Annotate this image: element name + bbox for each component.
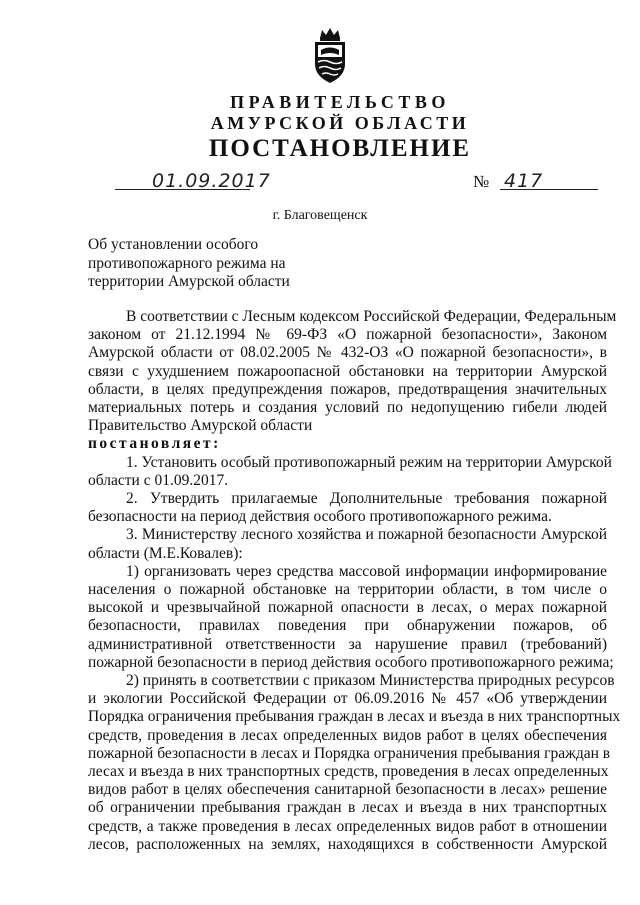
- resolves-heading: постановляет:: [88, 435, 221, 453]
- item-2-line: безопасности на период действия особого противопожарного режима.: [88, 508, 552, 526]
- item-3-1-line: пожарной безопасности в период действия особого противопожарного режима;: [88, 653, 614, 671]
- document-number: 417: [504, 170, 544, 192]
- item-1-line: области с 01.09.2017.: [88, 471, 229, 489]
- government-title: ПРАВИТЕЛЬСТВО: [230, 92, 450, 112]
- item-3-2-line: 2) принять в соответствии с приказом Министерства природных ресурсов: [126, 672, 615, 690]
- item-3-1-line: высокой и чрезвычайной пожарной опасности в лесах, о мерах пожарной: [88, 599, 607, 617]
- number-label: №: [473, 172, 490, 191]
- preamble-line: связи с ухудшением пожароопасной обстановки на территории Амурской: [88, 362, 607, 380]
- document-type-title: ПОСТАНОВЛЕНИЕ: [208, 135, 472, 162]
- city-name: г. Благовещенск: [272, 208, 368, 223]
- item-3-line: 3. Министерству лесного хозяйства и пожарной безопасности Амурской: [126, 526, 607, 544]
- item-3-1-line: населения о пожарной обстановке на территории области, в том числе о: [88, 581, 607, 599]
- preamble-line: законом от 21.12.1994 № 69-ФЗ «О пожарной безопасности», Законом: [88, 326, 607, 344]
- document-body: [88, 308, 621, 854]
- preamble-line: Правительство Амурской области: [88, 417, 313, 435]
- item-3-1-line: 1) организовать через средства массовой информации информирование: [126, 562, 607, 580]
- subject-line: Об установлении особого: [88, 236, 259, 253]
- preamble-line: области, в целях предупреждения пожаров, предотвращения значительных: [88, 380, 607, 398]
- item-3-2-line: средств, а также проведения в лесах определенных видов работ в отношении: [88, 817, 607, 835]
- item-3-2-line: средств, проведения в лесах определенных видов работ в целях обеспечения: [88, 726, 607, 744]
- document-date: 01.09.2017: [152, 170, 271, 192]
- item-3-2-line: пожарной безопасности в лесах и Порядка ограничения пребывания граждан в: [88, 744, 611, 762]
- item-1-line: 1. Установить особый противопожарный режим на территории Амурской: [126, 453, 612, 471]
- item-3-2-line: об ограничении пребывания граждан в лесах и въезда в них транспортных: [88, 799, 607, 817]
- item-2-line: 2. Утвердить прилагаемые Дополнительные требования пожарной: [126, 490, 607, 508]
- subject-line: территории Амурской области: [88, 273, 290, 290]
- item-3-2-line: и экологии Российской Федерации от 06.09.2016 № 457 «Об утверждении: [88, 690, 607, 708]
- item-3-1-line: административной ответственности за нарушение правил (требований): [88, 635, 607, 653]
- item-3-2-line: лесов, расположенных на землях, находящихся в собственности Амурской: [88, 835, 607, 853]
- coat-of-arms-emblem: [308, 28, 352, 84]
- item-3-1-line: безопасности, правилах поведения при обнаружении пожаров, об: [88, 617, 607, 635]
- preamble-line: В соответствии с Лесным кодексом Российской Федерации, Федеральным: [126, 308, 617, 325]
- item-3-line: области (М.Е.Ковалев):: [88, 544, 243, 562]
- item-3-2-line: Порядка ограничения пребывания граждан в лесах и въезда в них транспортных: [88, 708, 621, 726]
- preamble-line: материальных потерь и создания условий по недопущению гибели людей: [88, 399, 607, 417]
- item-3-2-line: лесах и въезда в них транспортных средств, проведения в лесах определенных: [88, 763, 609, 781]
- item-3-2-line: видов работ в целях обеспечения санитарной безопасности в лесах» решение: [88, 781, 607, 799]
- document-subject: [88, 236, 290, 292]
- region-title: АМУРСКОЙ ОБЛАСТИ: [210, 113, 470, 133]
- preamble-line: Амурской области от 08.02.2005 № 432-ОЗ «О пожарной безопасности», в: [88, 344, 607, 362]
- subject-line: противопожарного режима на: [88, 254, 286, 272]
